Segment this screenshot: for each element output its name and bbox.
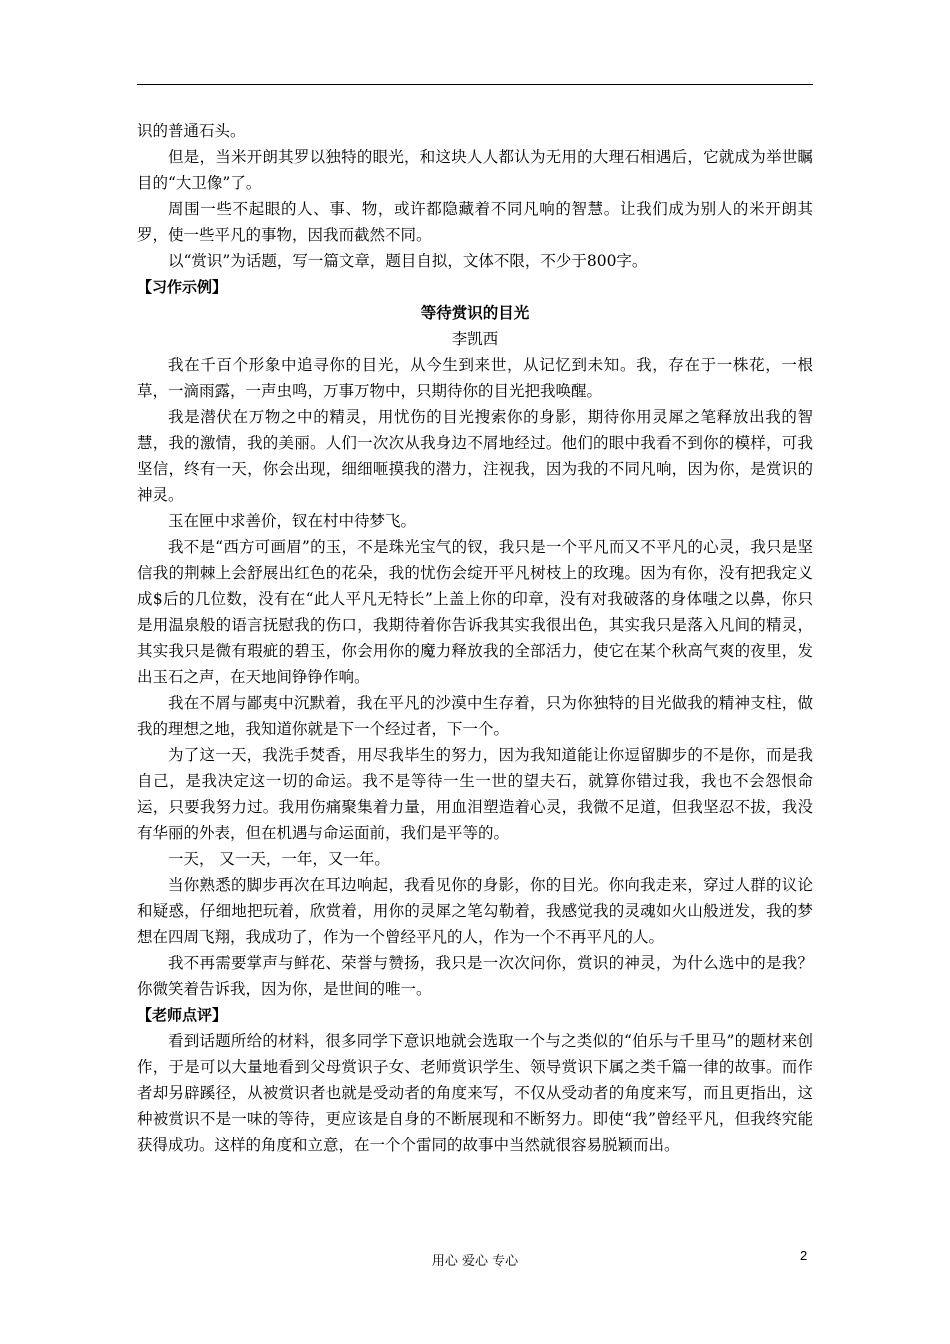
essay-paragraph: 玉在匣中求善价，钗在村中待梦飞。	[168, 512, 417, 530]
intro-paragraph: 周围一些不起眼的人、事、物，或许都隐藏着不同凡响的智慧。让我们成为别人的米开朗其罗，使一些平凡的事物，因我而截然不同。	[137, 200, 813, 244]
essay-paragraph: 我在不屑与鄙夷中沉默着，我在平凡的沙漠中生存着，只为你独特的目光做我的精神支柱，做我的理想之地，我知道你就是下一个经过者，下一个。	[137, 694, 813, 738]
section-heading-comment: 【老师点评】	[137, 1006, 228, 1024]
essay-paragraph: 我不是“西方可画眉”的玉，不是珠光宝气的钗，我只是一个平凡而又不平凡的心灵，我只是坚信我的荆棘上会舒展出红色的花朵，我的忧伤会绽开平凡树枝上的玫瑰。因为有你，没有把我定义成$后的几位数，没有在“此人平凡无特长”上盖上你的印章，没有对我破落的身体嗤之以鼻，你只是用温泉般的语言抚慰我的伤口，我期待着你告诉我其实我很出色，其实我只是落入凡间的精灵，其实我只是微有瑕疵的碧玉，你会用你的魔力释放我的全部活力，使它在某个秋高气爽的夜里，发出玉石之声，在天地间铮铮作响。	[137, 538, 813, 686]
intro-paragraph: 以“赏识”为话题，写一篇文章，题目自拟，文体不限，不少于800字。	[168, 252, 648, 270]
page-number: 2	[800, 1248, 808, 1263]
essay-author: 李凯西	[451, 330, 499, 348]
page-footer: 用心 爱心 专心	[431, 1254, 519, 1269]
essay-title: 等待赏识的目光	[420, 304, 530, 322]
document-body	[137, 118, 813, 1158]
essay-paragraph: 我是潜伏在万物之中的精灵，用忧伤的目光搜索你的身影，期待你用灵犀之笔释放出我的智慧，我的激情，我的美丽。人们一次次从我身边不屑地经过。他们的眼中我看不到你的模样，可我坚信，终有一天，你会出现，细细咂摸我的潜力，注视我，因为我的不同凡响，因为你，是赏识的神灵。	[137, 408, 813, 504]
essay-paragraph: 一天， 又一天，一年，又一年。	[168, 850, 390, 868]
essay-paragraph: 我在千百个形象中追寻你的目光，从今生到来世，从记忆到未知。我，存在于一株花，一根草，一滴雨露，一声虫鸣，万事万物中，只期待你的目光把我唤醒。	[137, 356, 813, 400]
intro-paragraph: 但是，当米开朗其罗以独特的眼光，和这块人人都认为无用的大理石相遇后，它就成为举世瞩目的“大卫像”了。	[137, 148, 813, 192]
essay-paragraph: 为了这一天，我洗手焚香，用尽我毕生的努力，因为我知道能让你逗留脚步的不是你，而是我自己，是我决定这一切的命运。我不是等待一生一世的望夫石，就算你错过我，我也不会怨恨命运，只要我努力过。我用伤痛聚集着力量，用血泪塑造着心灵，我微不足道，但我坚忍不拔，我没有华丽的外表，但在机遇与命运面前，我们是平等的。	[137, 746, 813, 842]
comment-paragraph: 看到话题所给的材料，很多同学下意识地就会选取一个与之类似的“伯乐与千里马”的题材来创作，于是可以大量地看到父母赏识子女、老师赏识学生、领导赏识下属之类千篇一律的故事。而作者却另辟蹊径，从被赏识者也就是受动者的角度来写，不仅从受动者的角度来写，而且更指出，这种被赏识不是一味的等待，更应该是自身的不断展现和不断努力。即使“我”曾经平凡，但我终究能获得成功。这样的角度和立意，在一个个雷同的故事中当然就很容易脱颖而出。	[137, 1032, 813, 1154]
header-rule	[137, 84, 813, 85]
essay-paragraph: 当你熟悉的脚步再次在耳边响起，我看见你的身影，你的目光。你向我走来，穿过人群的议论和疑惑，仔细地把玩着，欣赏着，用你的灵犀之笔勾勒着，我感觉我的灵魂如火山般迸发，我的梦想在四周飞翔，我成功了，作为一个曾经平凡的人，作为一个不再平凡的人。	[137, 876, 813, 946]
intro-paragraph: 识的普通石头。	[137, 122, 246, 140]
section-heading-example: 【习作示例】	[137, 278, 228, 296]
essay-paragraph: 我不再需要掌声与鲜花、荣誉与赞扬，我只是一次次问你，赏识的神灵，为什么选中的是我？你微笑着告诉我，因为你，是世间的唯一。	[137, 954, 813, 998]
